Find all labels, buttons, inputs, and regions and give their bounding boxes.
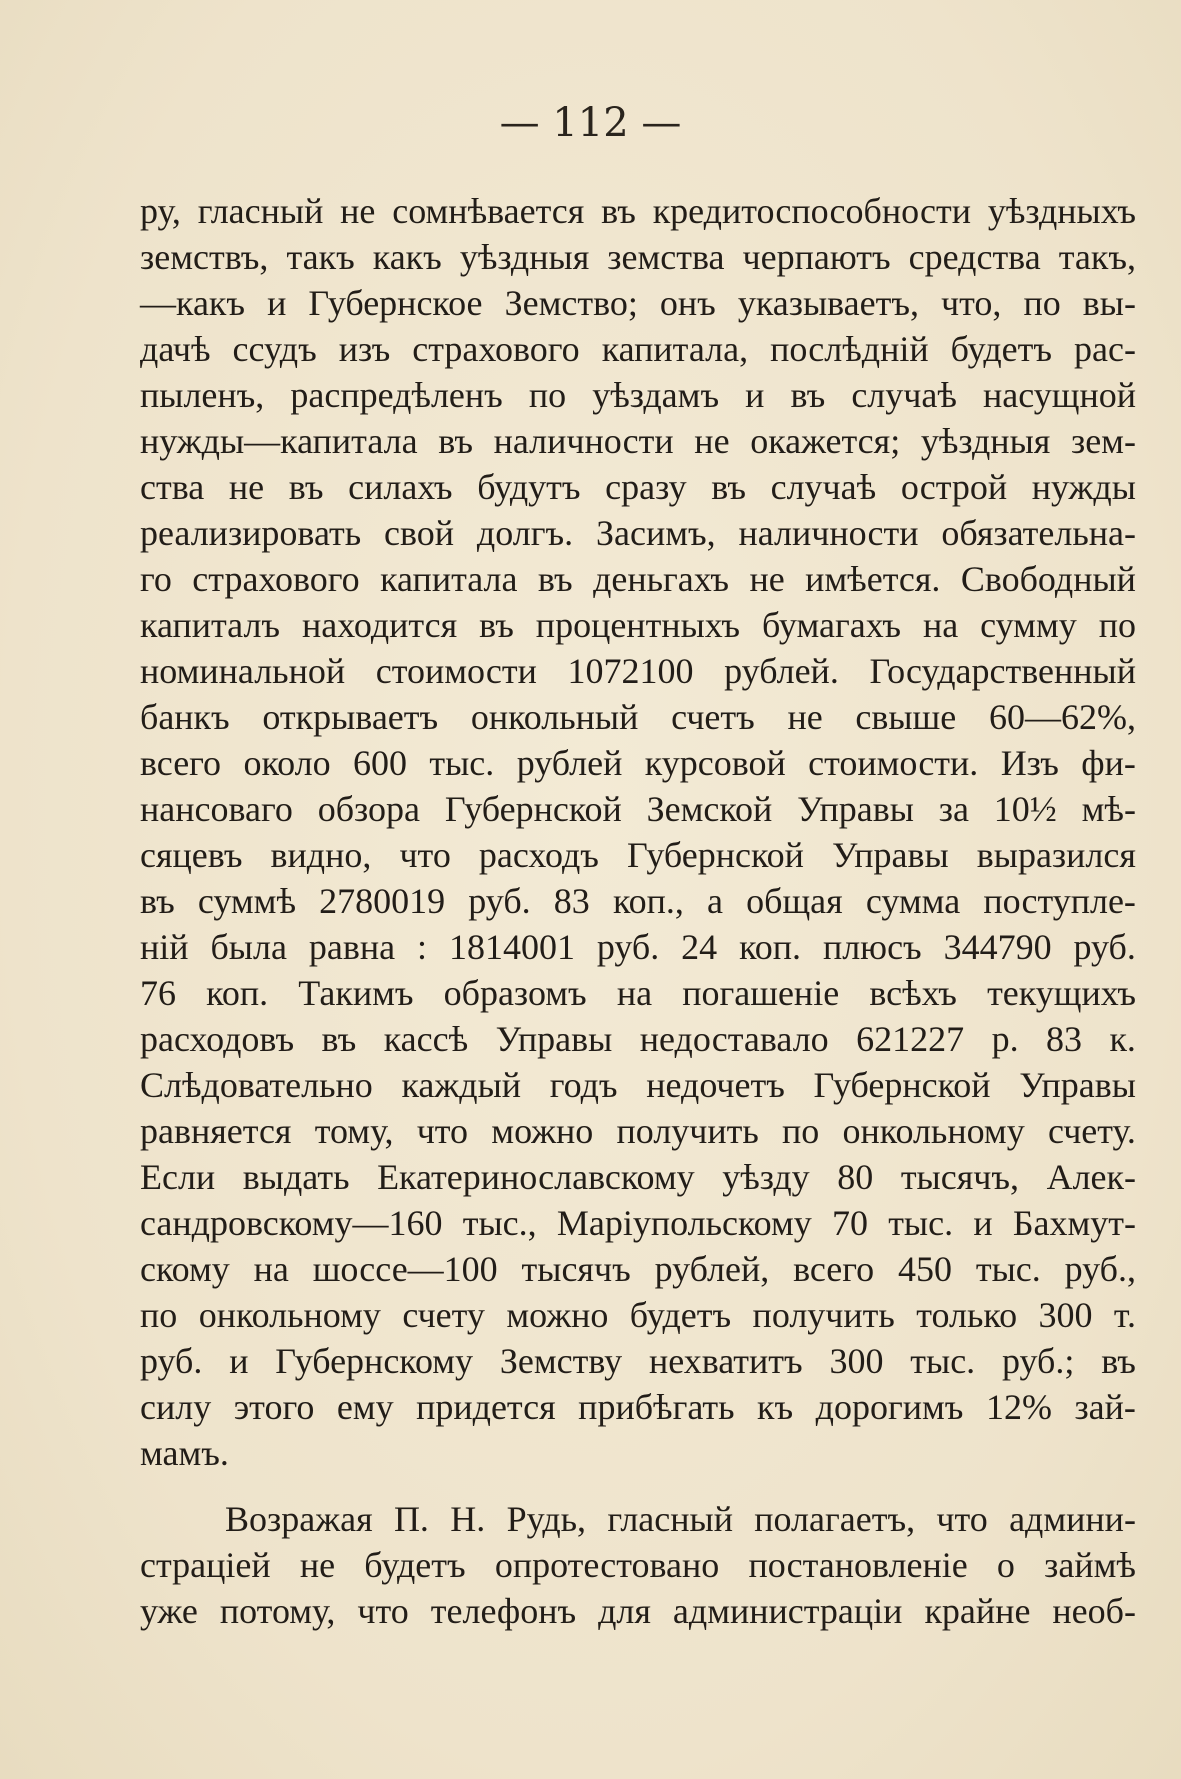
word: Изъ	[1000, 743, 1059, 783]
word: полагаетъ,	[754, 1499, 916, 1539]
word: общая	[746, 881, 843, 921]
text-line	[140, 1108, 1136, 1154]
word: кредитоспособности	[652, 191, 971, 231]
word: по	[782, 1111, 820, 1151]
word: курсовой	[644, 743, 786, 783]
word: Рудь,	[506, 1499, 587, 1539]
text-line	[140, 1384, 1136, 1430]
word: можно	[506, 1295, 609, 1335]
text-line	[140, 372, 1136, 418]
word: постановленіе	[748, 1545, 968, 1585]
word: будетъ	[629, 1295, 732, 1335]
word: :	[417, 927, 428, 967]
word: 1814001	[448, 927, 575, 967]
word: черпаютъ	[742, 237, 891, 277]
word: не	[694, 421, 730, 461]
word: находится	[302, 605, 458, 645]
word: будутъ	[477, 467, 581, 507]
word: для	[598, 1591, 651, 1631]
word: прибѣгать	[578, 1387, 735, 1427]
word: въ	[288, 467, 324, 507]
word: уѣздныя	[459, 237, 590, 277]
word: Губернской	[813, 1065, 991, 1105]
text-line	[140, 326, 1136, 372]
word: дорогимъ	[815, 1387, 964, 1427]
word: Свободный	[960, 559, 1136, 599]
word: какъ	[372, 237, 442, 277]
word: равняется	[140, 1111, 292, 1151]
word: уѣздныхъ	[987, 191, 1136, 231]
word: въ	[711, 467, 746, 507]
word: около	[243, 743, 331, 783]
word: онкольный	[470, 697, 639, 737]
word: уѣздамъ	[592, 375, 720, 415]
word: тыс.	[910, 1341, 976, 1381]
word: по	[1023, 283, 1061, 323]
word: админи-	[1009, 1499, 1136, 1539]
word: о	[996, 1545, 1015, 1585]
word: всего	[140, 743, 222, 783]
word: всѣхъ	[869, 973, 957, 1013]
word: обзора	[317, 789, 420, 829]
word: плюсъ	[822, 927, 922, 967]
text-line	[140, 1588, 1136, 1634]
word: Бахмут-	[1012, 1203, 1136, 1243]
word: тысячъ,	[900, 1157, 1019, 1197]
word: Губернской	[444, 789, 622, 829]
word: страціей	[140, 1545, 271, 1585]
word: имѣется.	[805, 559, 941, 599]
word: Государственный	[869, 651, 1136, 691]
word: тому,	[314, 1111, 394, 1151]
word: по	[528, 375, 567, 415]
word: онъ	[659, 283, 716, 323]
text-line	[140, 1292, 1136, 1338]
word: Маріупольскому	[556, 1203, 812, 1243]
word: 300	[829, 1341, 884, 1381]
word: сумма	[865, 881, 961, 921]
word: мѣ-	[1081, 789, 1136, 829]
word: распредѣленъ	[290, 375, 503, 415]
word: не	[228, 467, 265, 507]
word: по	[140, 1295, 178, 1335]
text-line	[140, 418, 1136, 464]
word: Возражая	[225, 1499, 373, 1539]
word: на	[922, 605, 959, 645]
word: —какъ	[140, 283, 246, 323]
word: Управы	[831, 835, 949, 875]
word: недочетъ	[646, 1065, 785, 1105]
word: 621227	[856, 1019, 965, 1059]
word: 2780019	[319, 881, 446, 921]
word: процентныхъ	[535, 605, 741, 645]
word: 70	[831, 1203, 868, 1243]
word: средства	[908, 237, 1041, 277]
text-line	[140, 1062, 1136, 1108]
word: земствъ,	[140, 237, 269, 277]
word: Земской	[646, 789, 773, 829]
word: въ	[140, 881, 175, 921]
text-line	[140, 602, 1136, 648]
word: рублей,	[654, 1249, 770, 1289]
text-line	[140, 970, 1136, 1016]
word: номинальной	[140, 651, 346, 691]
word: что	[416, 1111, 469, 1151]
word: руб.	[1073, 927, 1136, 967]
word: коп.	[739, 927, 802, 967]
text-line	[140, 188, 1136, 234]
text-line	[140, 1016, 1136, 1062]
text-line	[140, 1542, 1136, 1588]
word: по	[1098, 605, 1136, 645]
word: уже	[140, 1591, 198, 1631]
word: т.	[1113, 1295, 1136, 1335]
word: вы-	[1082, 283, 1136, 323]
word: 12%	[985, 1387, 1052, 1427]
word: наличности	[738, 513, 919, 553]
word: рас-	[1074, 329, 1136, 369]
word: 24	[681, 927, 718, 967]
word: нужды	[1031, 467, 1136, 507]
word: земства	[607, 237, 725, 277]
word: видно,	[270, 835, 372, 875]
word: сяцевъ	[140, 835, 243, 875]
word: 60—62%,	[988, 697, 1136, 737]
word: го	[140, 559, 172, 599]
text-line	[140, 1154, 1136, 1200]
word: Губернскому	[275, 1341, 474, 1381]
word: не	[749, 559, 785, 599]
word: кассѣ	[383, 1019, 469, 1059]
word: бумагахъ	[761, 605, 901, 645]
word: долгъ.	[476, 513, 574, 553]
word: счетъ	[671, 697, 755, 737]
paragraph	[140, 188, 1136, 1476]
word: счету.	[1047, 1111, 1136, 1151]
word: шоссе—100	[312, 1249, 498, 1289]
word: тыс.	[429, 743, 495, 783]
word: необ-	[1052, 1591, 1136, 1631]
word: силу	[140, 1387, 212, 1427]
word: не	[299, 1545, 336, 1585]
word: только	[916, 1295, 1018, 1335]
word: крайне	[924, 1591, 1031, 1631]
text-line	[140, 234, 1136, 280]
body-text	[140, 188, 1136, 1634]
word: въ	[537, 559, 573, 599]
word: руб.	[140, 1341, 203, 1381]
word: скому	[140, 1249, 230, 1289]
word: что	[357, 1591, 409, 1631]
word: Управы	[797, 789, 914, 829]
text-line	[140, 1200, 1136, 1246]
word: страхового	[412, 329, 580, 369]
text-line	[140, 1338, 1136, 1384]
word: Засимъ,	[595, 513, 716, 553]
word: расходовъ	[140, 1019, 295, 1059]
word: Екатеринославскому	[377, 1157, 695, 1197]
page-number: — 112 —	[499, 100, 682, 146]
word: въ	[479, 605, 514, 645]
word: тыс.	[975, 1249, 1041, 1289]
word: 300	[1038, 1295, 1093, 1335]
text-line	[140, 694, 1136, 740]
word: онкольному	[842, 1111, 1025, 1151]
word: капиталъ	[140, 605, 281, 645]
word: Н.	[450, 1499, 486, 1539]
word: въ	[438, 421, 473, 461]
word: 600	[353, 743, 407, 783]
word: коп.	[206, 973, 269, 1013]
word: счету	[402, 1295, 485, 1335]
word: капитала,	[601, 329, 749, 369]
word: реализировать	[140, 513, 362, 553]
word: нехватитъ	[648, 1341, 803, 1381]
word: суммѣ	[197, 881, 296, 921]
word: что,	[941, 283, 1002, 323]
word: Земство;	[504, 283, 638, 323]
word: можно	[491, 1111, 594, 1151]
word: Слѣдовательно	[140, 1065, 373, 1105]
word: сумму	[980, 605, 1077, 645]
word: потому,	[219, 1591, 336, 1631]
word: за	[938, 789, 969, 829]
word: такъ,	[1058, 237, 1136, 277]
word: на	[253, 1249, 289, 1289]
word: обязательна-	[941, 513, 1136, 553]
word: недоставало	[639, 1019, 829, 1059]
word: тысячъ	[521, 1249, 631, 1289]
word: коп.,	[612, 881, 684, 921]
word: и	[229, 1341, 249, 1381]
word: руб.	[468, 881, 531, 921]
word: и	[267, 283, 287, 323]
word: к.	[1109, 1019, 1136, 1059]
word: пыленъ,	[140, 375, 265, 415]
word: 83	[553, 881, 590, 921]
word: указываетъ,	[737, 283, 919, 323]
word: фи-	[1081, 743, 1136, 783]
word: тыс.,	[462, 1203, 537, 1243]
word: всего	[793, 1249, 875, 1289]
word: П.	[393, 1499, 429, 1539]
word: равна	[308, 927, 396, 967]
word: въ	[321, 1019, 357, 1059]
word: въ	[601, 191, 636, 231]
word: рублей.	[724, 651, 839, 691]
word: выдать	[242, 1157, 350, 1197]
word: 450	[898, 1249, 952, 1289]
word: каждый	[401, 1065, 522, 1105]
word: зай-	[1074, 1387, 1136, 1427]
word: къ	[757, 1387, 794, 1427]
word: сандровскому—160	[140, 1203, 443, 1243]
word: онкольному	[198, 1295, 381, 1335]
word: 10½	[993, 789, 1057, 829]
word: мамъ.	[140, 1433, 229, 1473]
word: руб.;	[1002, 1341, 1075, 1381]
word: гласный	[607, 1499, 733, 1539]
word: насущной	[983, 375, 1136, 415]
word: окажется;	[750, 421, 901, 461]
word: образомъ	[443, 973, 587, 1013]
text-line	[140, 1496, 1136, 1542]
word: что	[399, 835, 451, 875]
word: банкъ	[140, 697, 230, 737]
word: 344790	[943, 927, 1052, 967]
word: и	[973, 1203, 993, 1243]
word: сомнѣвается	[392, 191, 585, 231]
text-line	[140, 924, 1136, 970]
word: получить	[616, 1111, 759, 1151]
word: на	[616, 973, 653, 1013]
word: не	[340, 191, 376, 231]
word: въ	[1101, 1341, 1136, 1381]
word: случаѣ	[770, 467, 877, 507]
word: послѣдній	[770, 329, 929, 369]
paragraph	[140, 1496, 1136, 1634]
word: силахъ	[348, 467, 453, 507]
word: ссудъ	[232, 329, 317, 369]
word: зем-	[1070, 421, 1136, 461]
word: въ	[790, 375, 826, 415]
word: стоимости.	[808, 743, 979, 783]
text-line	[140, 648, 1136, 694]
word: уѣзду	[722, 1157, 810, 1197]
word: случаѣ	[851, 375, 957, 415]
word: 76	[140, 973, 176, 1013]
word: Губернское	[308, 283, 483, 323]
word: руб.	[596, 927, 660, 967]
word: Губернской	[626, 835, 804, 875]
word: Управы	[495, 1019, 613, 1059]
text-line	[140, 1430, 1136, 1476]
word: ему	[336, 1387, 394, 1427]
word: годъ	[549, 1065, 618, 1105]
word: ній	[140, 927, 189, 967]
word: Управы	[1019, 1065, 1136, 1105]
word: нужды—капитала	[140, 421, 418, 461]
word: была	[210, 927, 287, 967]
word: не	[787, 697, 823, 737]
word: гласный	[197, 191, 324, 231]
word: погашеніе	[682, 973, 840, 1013]
word: наличности	[493, 421, 674, 461]
word: свой	[384, 513, 455, 553]
text-line	[140, 510, 1136, 556]
word: займѣ	[1044, 1545, 1136, 1585]
word: острой	[900, 467, 1008, 507]
word: Такимъ	[298, 973, 414, 1013]
word: поступле-	[983, 881, 1136, 921]
word: а	[707, 881, 723, 921]
word: ства	[140, 467, 205, 507]
text-line	[140, 878, 1136, 924]
word: изъ	[338, 329, 391, 369]
word: что	[936, 1499, 988, 1539]
text-line	[140, 786, 1136, 832]
word: 83	[1046, 1019, 1082, 1059]
word: администраціи	[672, 1591, 903, 1631]
word: текущихъ	[987, 973, 1136, 1013]
word: р.	[991, 1019, 1019, 1059]
word: уѣздныя	[920, 421, 1051, 461]
word: дачѣ	[140, 329, 211, 369]
word: свыше	[855, 697, 957, 737]
word: опротестовано	[494, 1545, 720, 1585]
word: телефонъ	[430, 1591, 577, 1631]
word: страхового	[192, 559, 360, 599]
word: получить	[752, 1295, 895, 1335]
text-line	[140, 556, 1136, 602]
word: открываетъ	[262, 697, 439, 737]
text-line	[140, 464, 1136, 510]
word: деньгахъ	[593, 559, 730, 599]
word: рублей	[516, 743, 623, 783]
word: стоимости	[375, 651, 537, 691]
word: Земству	[499, 1341, 623, 1381]
word: ру,	[140, 191, 181, 231]
word: капитала	[380, 559, 518, 599]
word: будетъ	[364, 1545, 466, 1585]
word: Алек-	[1046, 1157, 1136, 1197]
word: придется	[416, 1387, 556, 1427]
word: руб.,	[1064, 1249, 1136, 1289]
word: сразу	[605, 467, 687, 507]
word: и	[745, 375, 765, 415]
word: будетъ	[950, 329, 1052, 369]
word: выразился	[976, 835, 1136, 875]
word: этого	[233, 1387, 315, 1427]
text-line	[140, 1246, 1136, 1292]
word: тыс.	[888, 1203, 954, 1243]
word: такъ	[286, 237, 355, 277]
word: нансоваго	[140, 789, 293, 829]
text-line	[140, 832, 1136, 878]
word: расходъ	[478, 835, 599, 875]
word: 80	[837, 1157, 874, 1197]
word: 1072100	[567, 651, 694, 691]
word: Если	[140, 1157, 216, 1197]
text-line	[140, 740, 1136, 786]
text-line	[140, 280, 1136, 326]
